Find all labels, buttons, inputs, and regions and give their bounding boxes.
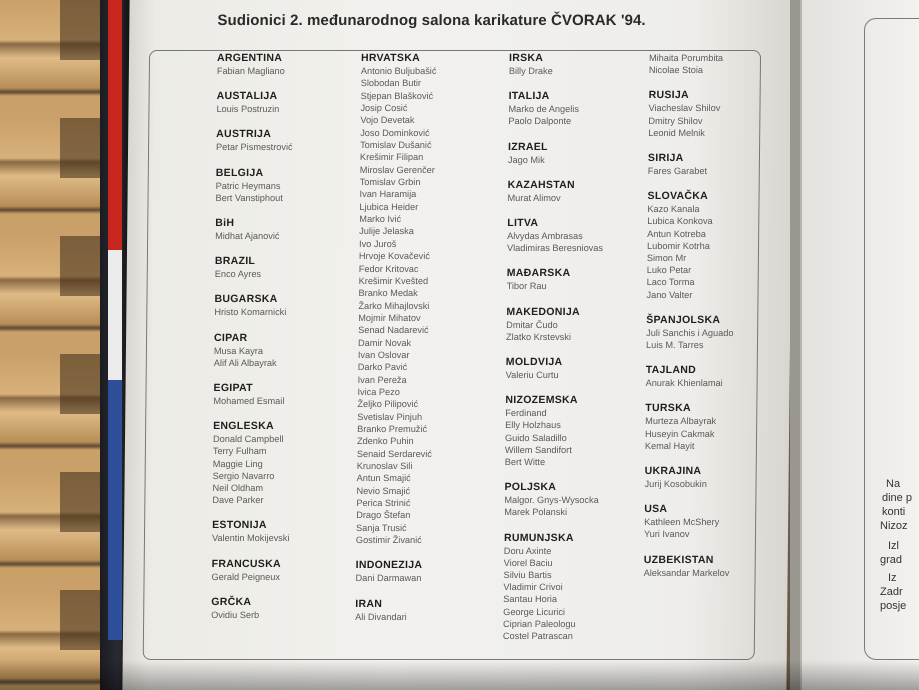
country-group xyxy=(508,90,604,127)
participant-name: Alvydas Ambrasas xyxy=(507,231,583,242)
participant-name: Bert Witte xyxy=(504,457,546,468)
participant-name: Juli Sanchis i Aguado xyxy=(646,327,734,338)
country-heading: FRANCUSKA xyxy=(211,557,281,570)
participant-name: Murat Alimov xyxy=(507,192,561,203)
participant-name: Hristo Komarnicki xyxy=(214,307,287,318)
participant-name: Ciprian Paleologu xyxy=(503,618,576,629)
country-group xyxy=(644,554,732,579)
participant-name: Luko Petar xyxy=(646,265,692,276)
column-2 xyxy=(355,52,437,636)
participant-name: Anurak Khienlamai xyxy=(645,378,723,389)
country-heading: ESTONIJA xyxy=(212,519,267,532)
country-group xyxy=(211,596,289,621)
participant-name: Enco Ayres xyxy=(214,269,262,280)
country-heading: UZBEKISTAN xyxy=(643,553,714,566)
participant-name: Patric Heymans xyxy=(215,180,281,191)
country-heading: ITALIJA xyxy=(508,90,550,103)
participant-name: Sergio Navarro xyxy=(212,470,275,481)
participant-name: Jago Mik xyxy=(507,154,545,165)
book-page-left xyxy=(122,0,793,690)
participant-name: Mohamed Esmail xyxy=(213,396,285,407)
country-heading: UKRAJINA xyxy=(644,465,702,478)
country-heading: HRVATSKA xyxy=(360,52,421,64)
country-group xyxy=(648,89,736,139)
country-heading: MAĐARSKA xyxy=(506,267,571,280)
country-group xyxy=(508,141,604,166)
participant-name: Doru Axinte xyxy=(503,545,552,556)
participant-name: Ferdinand xyxy=(505,408,547,419)
participant-name: Fabian Magliano xyxy=(216,66,285,76)
participant-name: Elly Holzhaus xyxy=(505,420,561,431)
participant-name: Julije Jelaska xyxy=(359,226,414,237)
column-1 xyxy=(211,52,295,634)
country-heading: RUSIJA xyxy=(648,89,689,102)
country-heading: ŠPANJOLSKA xyxy=(646,313,721,326)
participant-name: Damir Novak xyxy=(357,337,412,348)
participant-name: Musa Kayra xyxy=(213,345,264,356)
participant-name: Ivica Pezo xyxy=(357,386,400,397)
participant-name: Vojo Devetak xyxy=(360,115,415,126)
participant-name: Bert Vanstiphout xyxy=(215,192,283,203)
participant-name: Senaid Serdarević xyxy=(356,448,432,459)
participant-name: Senad Nadarević xyxy=(358,325,429,336)
country-heading: POLJSKA xyxy=(504,481,557,494)
participant-name: Stjepan Blašković xyxy=(360,90,434,101)
country-heading: IZRAEL xyxy=(508,140,548,153)
country-heading: INDONEZIJA xyxy=(355,559,423,572)
country-heading: ARGENTINA xyxy=(216,52,283,64)
participant-name: Mojmir Mihatov xyxy=(358,312,421,323)
country-heading: AUSTALIJA xyxy=(216,90,278,103)
participant-name: Kathleen McShery xyxy=(644,517,720,528)
country-group xyxy=(213,382,291,407)
participant-name: Leonid Melnik xyxy=(648,127,705,138)
participant-name: Vladimiras Beresniovas xyxy=(506,243,604,254)
participant-name: Malgor. Gnys-Wysocka xyxy=(504,495,599,506)
country-group xyxy=(506,356,602,381)
participant-name: Branko Premužić xyxy=(357,423,428,434)
country-group xyxy=(507,267,603,292)
flag-stripe-blue xyxy=(108,380,122,640)
participant-name: Ovidiu Serb xyxy=(211,609,260,620)
country-heading: TURSKA xyxy=(645,402,691,415)
participant-name: Viorel Baciu xyxy=(503,557,553,568)
country-heading: NIZOZEMSKA xyxy=(505,394,578,407)
country-group xyxy=(355,559,431,584)
participant-name: Donald Campbell xyxy=(212,434,284,445)
participant-name: Guido Saladillo xyxy=(504,432,567,443)
participant-name: Slobodan Butir xyxy=(360,78,422,89)
country-group xyxy=(214,332,292,369)
participant-name: George Licurici xyxy=(503,606,566,617)
participant-name: Gostimir Živanić xyxy=(355,535,422,546)
country-group xyxy=(212,519,290,544)
participant-name: Drago Štefan xyxy=(356,510,411,521)
right-page-text-fragment: posje xyxy=(880,600,907,612)
country-group xyxy=(217,52,295,77)
participant-name: Louis Postruzin xyxy=(216,104,280,115)
participant-name: Ivo Juroš xyxy=(359,238,397,249)
country-heading: BELGIJA xyxy=(215,166,264,179)
participant-name: Gerald Peigneux xyxy=(211,571,281,582)
participant-name: Antonio Buljubašić xyxy=(360,66,437,76)
participant-name: Lubica Konkova xyxy=(647,216,713,227)
participant-name: Billy Drake xyxy=(508,66,553,76)
participant-name: Perica Strinić xyxy=(356,498,411,509)
participant-name: Kazo Kanala xyxy=(647,204,700,215)
participant-name: Nicolae Stoia xyxy=(648,65,704,76)
participant-name: Aleksandar Markelov xyxy=(643,567,730,578)
participant-name: Ivan Oslovar xyxy=(357,349,410,360)
bottom-shadow xyxy=(0,660,919,690)
book-page-right xyxy=(790,0,919,690)
participant-name: Santau Horia xyxy=(503,594,558,605)
participant-name: Paolo Dalponte xyxy=(508,116,572,127)
participant-name: Valentin Mokijevski xyxy=(211,533,290,544)
participant-name: Fares Garabet xyxy=(647,166,708,177)
country-group xyxy=(646,190,735,301)
participant-name: Ivan Haramija xyxy=(359,189,417,200)
country-heading: LITVA xyxy=(507,217,539,230)
participant-name: Murteza Albayrak xyxy=(645,416,717,427)
right-page-text-fragment: grad xyxy=(880,554,903,566)
participant-name: Antun Kotreba xyxy=(647,228,706,239)
country-group xyxy=(215,255,293,280)
country-heading: IRSKA xyxy=(508,52,544,64)
country-heading: BRAZIL xyxy=(214,255,256,268)
country-group xyxy=(505,394,602,468)
participant-name: Tomislav Grbin xyxy=(359,177,421,188)
country-group xyxy=(504,481,600,518)
flag-stripe-white xyxy=(108,250,122,380)
country-heading: AUSTRIJA xyxy=(216,128,272,141)
country-group xyxy=(648,152,736,177)
participant-name: Luis M. Tarres xyxy=(645,340,704,351)
right-page-text-fragment: Nizoz xyxy=(880,520,908,532)
participant-name: Maggie Ling xyxy=(212,458,263,469)
participant-name: Jurij Kosobukin xyxy=(644,479,707,490)
participant-name: Sanja Trusić xyxy=(356,522,407,533)
participant-name: Ali Divandari xyxy=(355,611,407,622)
participant-name: Krešimir Kvešted xyxy=(358,275,429,286)
participant-name: Branko Medak xyxy=(358,288,418,299)
country-group xyxy=(215,167,293,204)
column-3 xyxy=(503,52,605,655)
country-group xyxy=(212,558,290,583)
country-heading: KAZAHSTAN xyxy=(507,178,575,191)
participant-name: Dmitar Čudo xyxy=(506,319,558,330)
participant-name: Midhat Ajanović xyxy=(215,231,280,242)
participant-name: Krešimir Filipan xyxy=(359,152,424,163)
participant-name: Valeriu Curtu xyxy=(505,370,559,381)
country-group xyxy=(507,179,603,204)
country-heading: BUGARSKA xyxy=(214,293,278,306)
participant-name: Dmitry Shilov xyxy=(648,115,703,126)
participant-name: Željko Pilipović xyxy=(357,399,419,410)
participant-name: Viacheslav Shilov xyxy=(648,103,721,114)
country-heading: TAJLAND xyxy=(645,364,697,377)
participant-name: Neil Oldham xyxy=(212,483,264,494)
participant-name: Žarko Mihajlovski xyxy=(358,300,430,311)
country-group xyxy=(212,420,290,506)
participant-name: Terry Fulham xyxy=(212,446,267,457)
country-heading: GRČKA xyxy=(211,595,252,608)
participant-name: Mihaita Porumbita xyxy=(648,53,724,63)
country-group xyxy=(644,503,732,540)
right-page-text-fragment: Izl xyxy=(888,540,899,552)
participant-name: Josip Cosić xyxy=(360,103,408,114)
participant-name: Petar Pismestrović xyxy=(216,142,293,153)
participant-name: Yuri Ivanov xyxy=(643,529,690,540)
participant-name: Huseyin Cakmak xyxy=(645,428,715,439)
participant-name: Dave Parker xyxy=(212,495,264,506)
country-heading: MOLDVIJA xyxy=(505,356,563,369)
right-page-text-fragment: dine p xyxy=(882,492,912,504)
right-page-text-fragment: Zadr xyxy=(880,586,903,598)
participant-name: Marko de Angelis xyxy=(508,104,580,115)
participant-name: Hrvoje Kovačević xyxy=(358,251,430,262)
country-heading: EGIPAT xyxy=(213,382,253,395)
participant-name: Willem Sandifort xyxy=(504,444,572,455)
country-heading: CIPAR xyxy=(214,331,248,344)
participant-name: Laco Torma xyxy=(646,277,695,288)
participant-name: Tibor Rau xyxy=(506,281,547,292)
country-group xyxy=(214,293,292,318)
flag-stripe-red xyxy=(108,0,122,250)
country-heading: ENGLESKA xyxy=(213,420,274,433)
country-group xyxy=(215,217,293,242)
country-heading: IRAN xyxy=(355,597,383,610)
country-group xyxy=(645,402,733,452)
country-heading: MAKEDONIJA xyxy=(506,305,581,318)
participant-name: Jano Valter xyxy=(646,289,693,300)
participant-name: Nevio Smajić xyxy=(356,485,411,496)
participant-name: Zlatko Krstevski xyxy=(506,331,571,342)
participant-name: Ivan Pereža xyxy=(357,374,407,385)
country-group xyxy=(649,52,737,76)
country-group xyxy=(509,52,605,77)
participant-name: Alif Ali Albayrak xyxy=(213,357,277,368)
right-page-text-fragment: Iz xyxy=(888,572,897,584)
participant-name: Miroslav Gerenčer xyxy=(359,164,435,175)
participant-name: Vladimir Crivoi xyxy=(503,582,563,593)
page-title: Sudionici 2. međunarodnog salona karikature ČVORAK '94. xyxy=(217,12,646,29)
participant-name: Simon Mr xyxy=(646,253,687,264)
participant-name: Darko Pavić xyxy=(357,362,408,373)
country-group xyxy=(216,90,294,115)
right-page-text-fragment: Na xyxy=(886,478,901,490)
participant-name: Svetislav Pinjuh xyxy=(357,411,423,422)
participant-name: Costel Patrascan xyxy=(502,631,573,642)
country-group xyxy=(216,128,294,153)
country-group xyxy=(355,598,431,623)
country-heading: SLOVAČKA xyxy=(647,190,709,203)
country-heading: USA xyxy=(644,503,668,516)
column-4 xyxy=(643,52,736,592)
participant-name: Dani Darmawan xyxy=(355,573,422,584)
participant-name: Zdenko Puhin xyxy=(356,436,414,447)
participant-name: Fedor Kritovac xyxy=(358,263,419,274)
participant-name: Tomislav Dušanić xyxy=(360,140,432,151)
right-page-text-fragment: konti xyxy=(882,506,906,518)
participant-name: Kemal Hayit xyxy=(644,440,695,451)
country-heading: SIRIJA xyxy=(647,152,684,165)
participant-name: Lubomir Kotrha xyxy=(646,240,710,251)
participant-name: Krunoslav Sili xyxy=(356,461,413,471)
country-group xyxy=(503,532,600,643)
country-group xyxy=(356,52,437,546)
country-group xyxy=(644,465,732,490)
participant-name: Marek Polanski xyxy=(504,507,568,518)
country-heading: RUMUNJSKA xyxy=(503,531,574,544)
country-group xyxy=(646,364,734,389)
participant-name: Ljubica Heider xyxy=(359,201,419,212)
right-page-surface xyxy=(800,0,919,690)
participant-name: Marko Ivić xyxy=(359,214,402,225)
country-group xyxy=(507,217,603,254)
participant-name: Silviu Bartis xyxy=(503,570,552,581)
participant-name: Joso Dominković xyxy=(360,127,430,138)
country-heading: BiH xyxy=(215,217,235,230)
participant-name: Antun Smajić xyxy=(356,473,411,484)
country-group xyxy=(646,314,734,351)
country-group xyxy=(506,306,602,343)
